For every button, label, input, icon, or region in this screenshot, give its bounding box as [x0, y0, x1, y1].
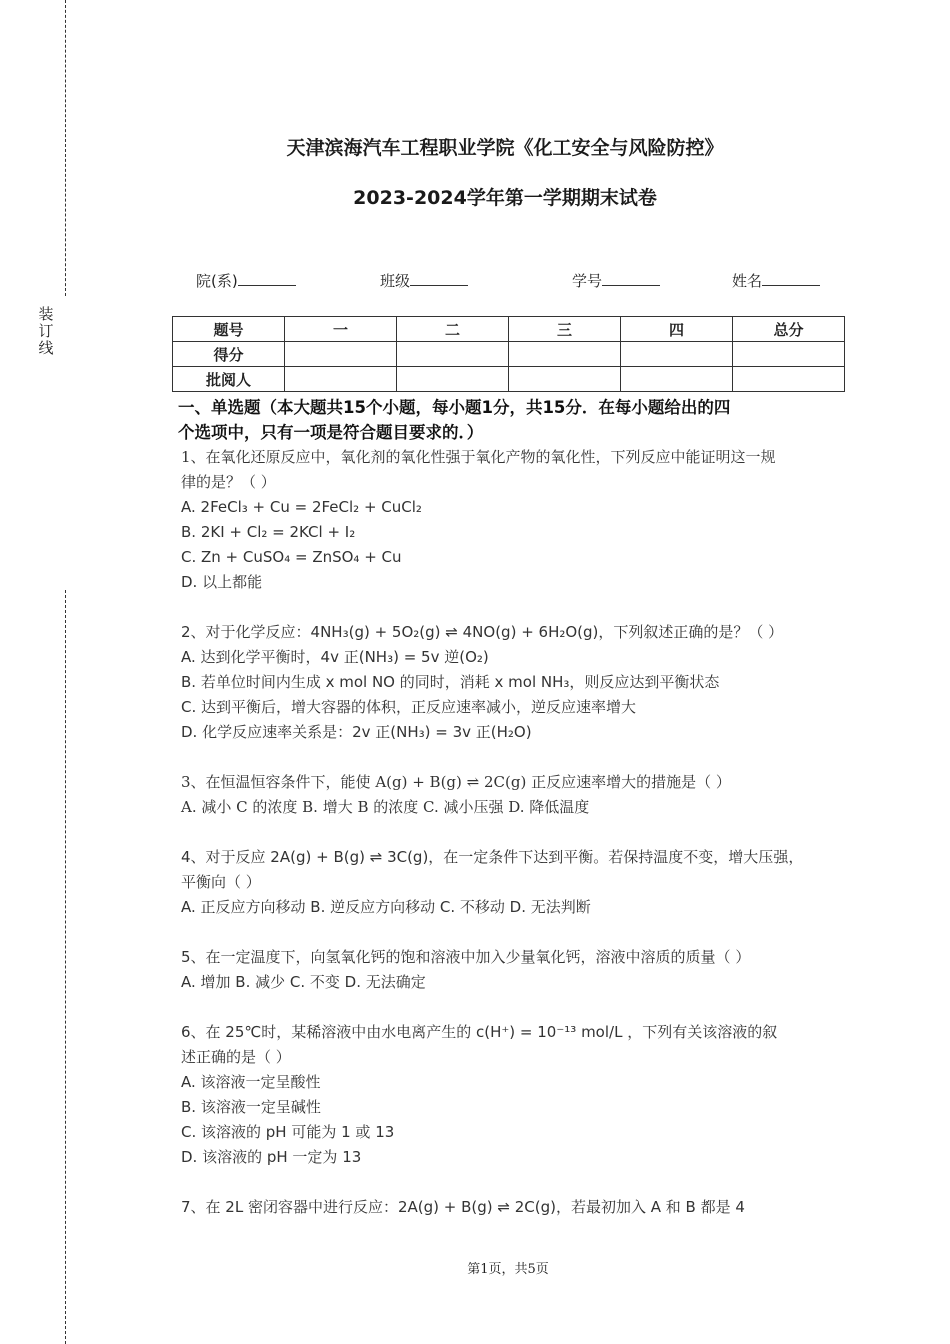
question-line: 平衡向（ ） — [181, 873, 261, 891]
score-table-header-row — [173, 317, 845, 342]
spacer — [181, 920, 851, 945]
options-line: A. 减小 C 的浓度 B. 增大 B 的浓度 C. 减小压强 D. 降低温度 — [181, 798, 590, 816]
question-line: 5、在一定温度下，向氢氧化钙的饱和溶液中加入少量氧化钙，溶液中溶质的质量（ ） — [181, 948, 751, 966]
question-6 — [181, 1020, 851, 1170]
option-c: C. Zn + CuSO₄ = ZnSO₄ + Cu — [181, 548, 402, 566]
score-cell[interactable] — [509, 342, 621, 367]
spacer — [181, 745, 851, 770]
question-1 — [181, 445, 851, 595]
option-d: D. 以上都能 — [181, 573, 263, 591]
question-7 — [181, 1195, 851, 1220]
option-c: C. 达到平衡后，增大容器的体积，正反应速率减小，逆反应速率增大 — [181, 698, 637, 716]
info-id-label: 学号 — [572, 272, 603, 290]
exam-title-line1: 天津滨海汽车工程职业学院《化工安全与风险防控》 — [286, 137, 724, 159]
section-heading — [178, 395, 851, 445]
score-header-cell: 四 — [621, 317, 733, 342]
score-cell[interactable] — [509, 367, 621, 392]
spacer — [181, 995, 851, 1020]
score-table-row — [173, 342, 845, 367]
score-row-label: 得分 — [173, 342, 285, 367]
info-class-label: 班级 — [380, 272, 411, 290]
question-line: 1、在氧化还原反应中，氧化剂的氧化性强于氧化产物的氧化性，下列反应中能证明这一规 — [181, 448, 776, 466]
option-a: A. 2FeCl₃ + Cu = 2FeCl₂ + CuCl₂ — [181, 498, 422, 516]
exam-content — [178, 395, 851, 1220]
info-dept — [196, 270, 296, 291]
score-row-label: 批阅人 — [173, 367, 285, 392]
score-cell[interactable] — [397, 342, 509, 367]
question-line: 3、在恒温恒容条件下，能使 A(g) + B(g) ⇌ 2C(g) 正反应速率增大的措施是（ ） — [181, 773, 731, 791]
option-a: A. 达到化学平衡时，4v 正(NH₃) = 5v 逆(O₂) — [181, 648, 489, 666]
question-line: 律的是？（ ） — [181, 473, 276, 491]
page-footer: 第1页，共5页 — [467, 1262, 549, 1277]
score-header-cell: 题号 — [173, 317, 285, 342]
score-table-row — [173, 367, 845, 392]
info-dept-blank[interactable] — [238, 271, 296, 286]
question-5 — [181, 945, 851, 995]
info-id — [572, 270, 660, 291]
info-dept-label: 院(系) — [196, 272, 238, 290]
info-id-blank[interactable] — [602, 271, 660, 286]
option-a: A. 该溶液一定呈酸性 — [181, 1073, 321, 1091]
question-line: 7、在 2L 密闭容器中进行反应：2A(g) + B(g) ⇌ 2C(g)，若最初加入 A 和 B 都是 4 — [181, 1198, 745, 1216]
options-line: A. 正反应方向移动 B. 逆反应方向移动 C. 不移动 D. 无法判断 — [181, 898, 591, 916]
score-cell[interactable] — [621, 367, 733, 392]
info-name-blank[interactable] — [762, 271, 820, 286]
info-class — [380, 270, 468, 291]
score-cell[interactable] — [397, 367, 509, 392]
score-cell[interactable] — [733, 367, 845, 392]
question-4 — [181, 845, 851, 920]
exam-title-line2: 2023-2024学年第一学期期末试卷 — [353, 187, 657, 209]
option-b: B. 2KI + Cl₂ = 2KCl + I₂ — [181, 523, 356, 541]
info-name — [732, 270, 820, 291]
option-c: C. 该溶液的 pH 可能为 1 或 13 — [181, 1123, 395, 1141]
score-header-cell: 三 — [509, 317, 621, 342]
question-line: 2、对于化学反应：4NH₃(g) + 5O₂(g) ⇌ 4NO(g) + 6H₂O(g)，下列叙述正确的是？（ ） — [181, 623, 784, 641]
score-header-cell: 总分 — [733, 317, 845, 342]
binding-label: 装订线 — [38, 305, 54, 357]
info-class-blank[interactable] — [410, 271, 468, 286]
score-table — [172, 316, 845, 392]
score-header-cell: 二 — [397, 317, 509, 342]
spacer — [181, 820, 851, 845]
info-name-label: 姓名 — [732, 272, 763, 290]
score-cell[interactable] — [285, 342, 397, 367]
section-heading-line: 个选项中，只有一项是符合题目要求的．） — [178, 423, 484, 442]
option-b: B. 该溶液一定呈碱性 — [181, 1098, 321, 1116]
spacer — [181, 1170, 851, 1195]
option-d: D. 化学反应速率关系是：2v 正(NH₃) = 3v 正(H₂O) — [181, 723, 532, 741]
question-3 — [181, 770, 851, 820]
section-heading-line: 一、单选题（本大题共15个小题，每小题1分，共15分．在每小题给出的四 — [178, 398, 731, 417]
question-line: 4、对于反应 2A(g) + B(g) ⇌ 3C(g)，在一定条件下达到平衡。若保持温度不变，增大压强， — [181, 848, 804, 866]
question-line: 述正确的是（ ） — [181, 1048, 291, 1066]
question-line: 6、在 25℃时，某稀溶液中由水电离产生的 c(H⁺) = 10⁻¹³ mol/L ，下列有关该溶液的叙 — [181, 1023, 778, 1041]
options-line: A. 增加 B. 减少 C. 不变 D. 无法确定 — [181, 973, 426, 991]
score-header-cell: 一 — [285, 317, 397, 342]
spacer — [181, 595, 851, 620]
option-b: B. 若单位时间内生成 x mol NO 的同时，消耗 x mol NH₃，则反应达到平衡状态 — [181, 673, 720, 691]
score-cell[interactable] — [733, 342, 845, 367]
score-cell[interactable] — [285, 367, 397, 392]
score-cell[interactable] — [621, 342, 733, 367]
question-2 — [181, 620, 851, 745]
option-d: D. 该溶液的 pH 一定为 13 — [181, 1148, 362, 1166]
binding-dashed-line-bottom — [65, 590, 66, 1344]
